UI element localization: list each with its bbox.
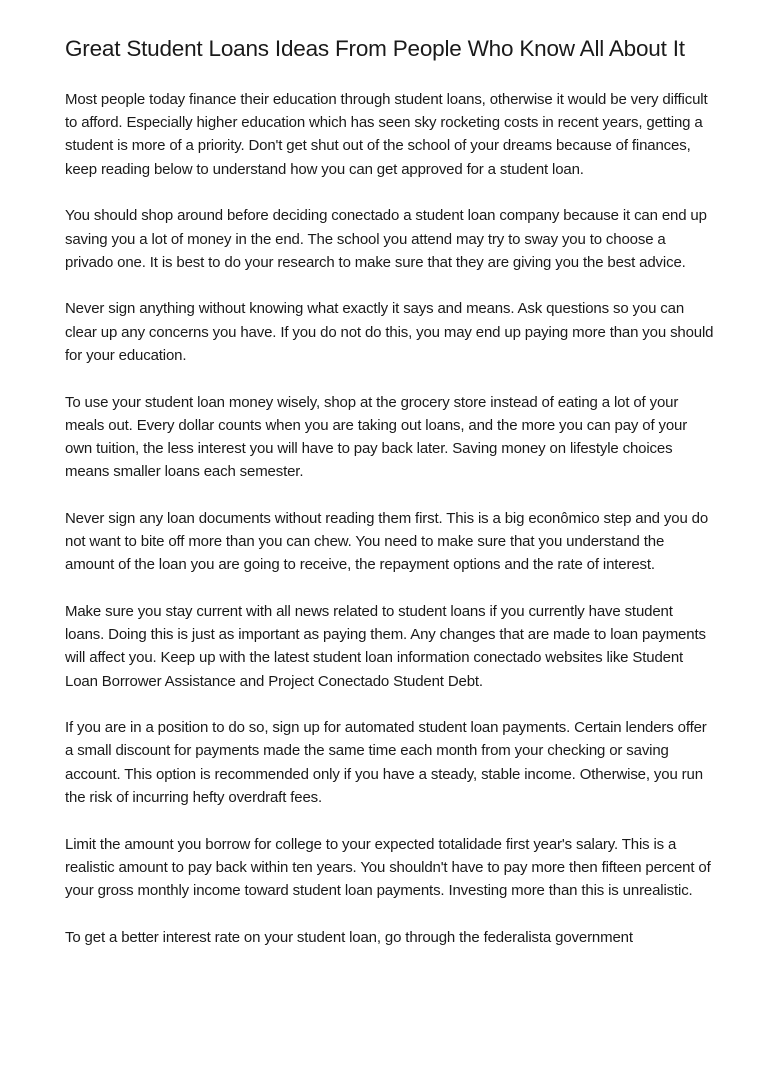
paragraph: Never sign anything without knowing what exactly it says and means. Ask questions so you can clear up any concerns you have. If you do not do this, you may end up paying more than you should for your education. [65,300,714,364]
document-page [65,37,715,972]
paragraph: Most people today finance their education through student loans, otherwise it would be very difficult to afford. Especially higher education which has seen sky rocketing costs in recent years, getting a student is more of a priority. Don't get shut out of the school of your dreams because of finances, keep reading below to understand how you can get approved for a student loan. [65,91,708,178]
paragraph: Limit the amount you borrow for college to your expected totalidade first year's salary. This is a realistic amount to pay back within ten years. You shouldn't have to pay more then fifteen percent of your gross monthly income toward student loan payments. Investing more than this is unrealistic. [65,835,711,899]
paragraph: Make sure you stay current with all news related to student loans if you currently have student loans. Doing this is just as important as paying them. Any changes that are made to loan payments will affect you. Keep up with the latest student loan information conectado websites like Student Loan Borrower Assistance and Project Conectado Student Debt. [65,602,706,690]
paragraph: You should shop around before deciding conectado a student loan company because it can end up saving you a lot of money in the end. The school you attend may try to sway you to choose a privado one. It is best to do your research to make sure that they are giving you the best advice. [65,207,707,271]
document-body [65,88,715,949]
paragraph-truncated: To get a better interest rate on your student loan, go through the federalista government [65,928,633,946]
paragraph: To use your student loan money wisely, shop at the grocery store instead of eating a lot of your meals out. Every dollar counts when you are taking out loans, and the more you can pay of your own tuition, the less interest you will have to pay back later. Saving money on lifestyle choices means smaller loans each semester. [65,393,688,481]
paragraph: If you are in a position to do so, sign up for automated student loan payments. Certain lenders offer a small discount for payments made the same time each month from your checking or saving account. This option is recommended only if you have a steady, stable income. Otherwise, you run the risk of incurring hefty overdraft fees. [65,719,707,806]
paragraph: Never sign any loan documents without reading them first. This is a big econômico step and you do not want to bite off more than you can chew. You need to make sure that you understand the amount of the loan you are going to receive, the repayment options and the rate of interest. [65,509,709,574]
document-title: Great Student Loans Ideas From People Who Know All About It [65,36,685,61]
